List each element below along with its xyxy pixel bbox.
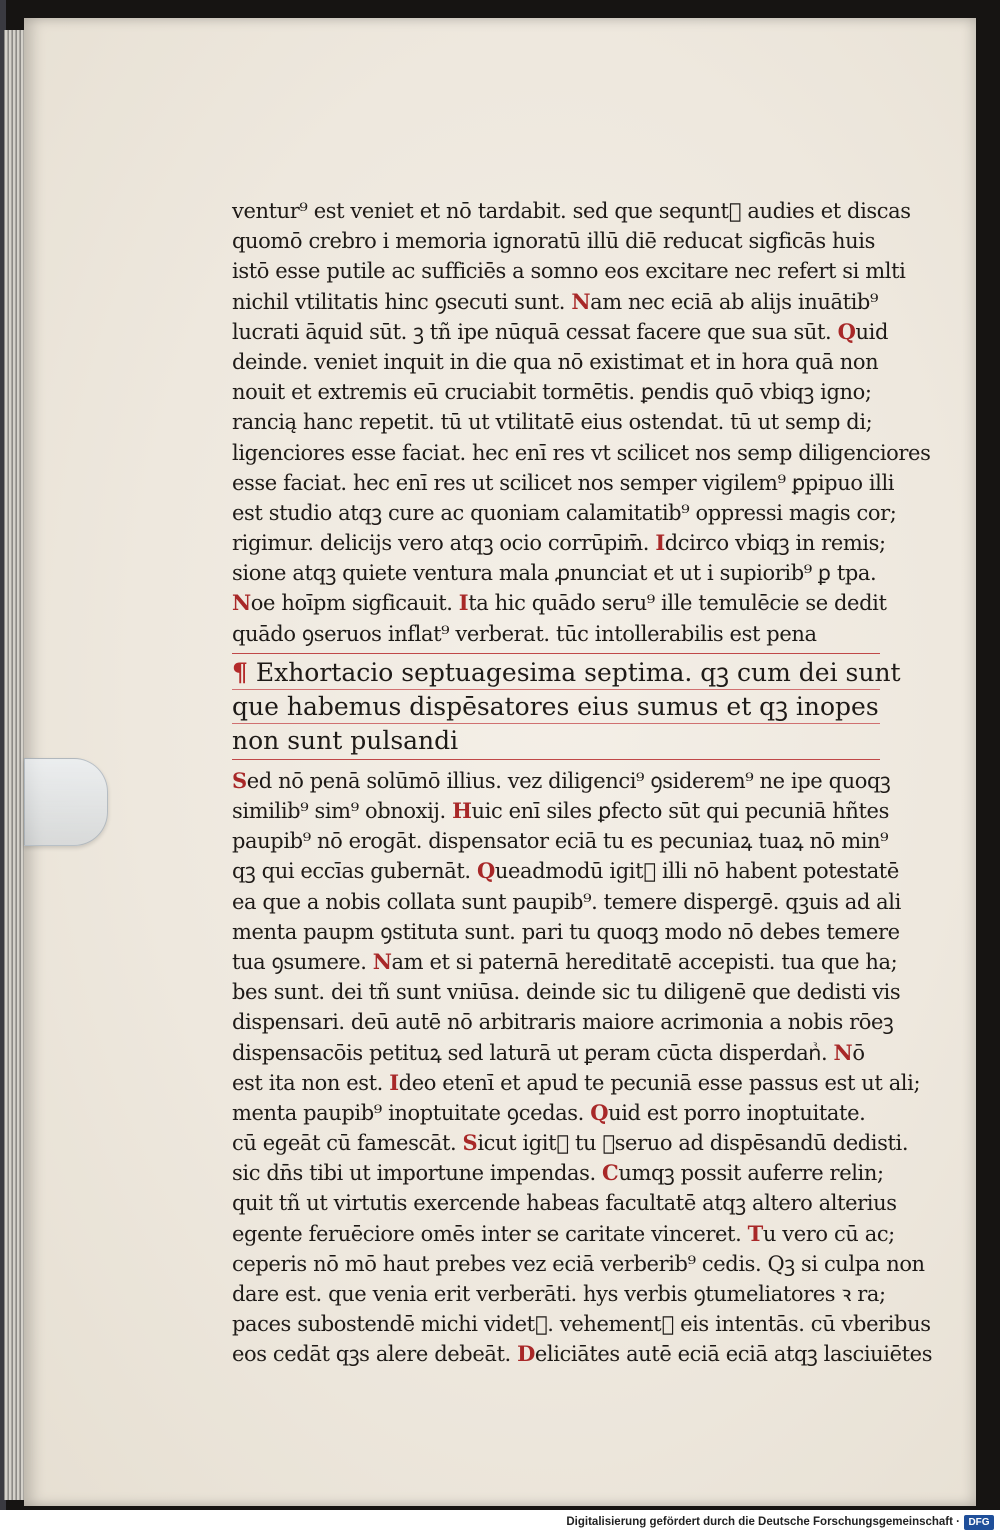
heading-line: que habemus dispēsatores eius sumus et qꝫ inopes [232, 690, 880, 724]
text-line: ceperis nō mō haut prebes vez eciā verberib⁹ cedis. Qꝫ si culpa non [232, 1251, 925, 1276]
text-line: nouit et extremis eū cruciabit tormētis. ꝑendis quō vbiqꝫ igno; [232, 380, 872, 405]
text-line: eos cedāt qꝫs alere debeāt. Deliciātes autē eciā eciā atqꝫ lasciuiētes [232, 1341, 933, 1367]
text-line: rigimur. delicijs vero atqꝫ ocio corrūpim̄. Idcirco vbiqꝫ in remis; [232, 530, 886, 556]
text-line: menta paupib⁹ inoptuitate ꝯcedas. Quid est porro inoptuitate. [232, 1099, 866, 1125]
text-line: sic dn̄s tibi ut importune impendas. Cumqꝫ possit auferre relin; [232, 1160, 884, 1186]
footer-bar [0, 1510, 1000, 1537]
text-line: rancią hanc repetit. tū ut vtilitatē eius ostendat. tū ut semp di; [232, 410, 873, 435]
text-line: quomō crebro i memoria ignoratū illū diē reducat sigficās huis [232, 229, 875, 254]
text-line: nichil vtilitatis hinc ꝯsecuti sunt. Nam nec eciā ab alijs inuātib⁹ [232, 288, 878, 314]
text-line: est ita non est. Ideo etenī et apud te pecuniā esse passus est ut ali; [232, 1069, 921, 1095]
text-line: tua ꝯsumere. Nam et si paternā hereditatē accepisti. tua que ha; [232, 948, 898, 974]
text-line: qꝫ qui eccīas gubernāt. Queadmodū igitᷣ illi nō habent potestatē [232, 858, 899, 884]
text-line: menta paupm ꝯstituta sunt. pari tu quoqꝫ modo nō debes temere [232, 919, 900, 944]
text-line: Noe hoīpm sigficauit. Ita hic quādo seru⁹ ille temulēcie se dedit [232, 590, 887, 616]
page-clip [24, 758, 108, 846]
text-line: paces subostendē michi videtᷣ. vehementᷣ eis intentās. cū vberibus [232, 1312, 931, 1337]
text-line: ligenciores esse faciat. hec enī res vt scilicet nos semp diligenciores [232, 440, 931, 465]
text-line: similib⁹ sim⁹ obnoxij. Huic enī siles ꝑfecto sūt qui pecuniā hñtes [232, 798, 889, 823]
dfg-logo: DFG [964, 1515, 994, 1530]
text-line: paupib⁹ nō erogāt. dispensator eciā tu es pecuniaꝝ tuaꝝ nō min⁹ [232, 829, 889, 854]
page-edges [4, 30, 26, 1500]
text-line: ventur⁹ est veniet et nō tardabit. sed que sequntᷣ audies et discas [232, 199, 911, 223]
chapter-heading [232, 653, 901, 760]
heading-line: non sunt pulsandi [232, 725, 459, 755]
text-line: esse faciat. hec enī res ut scilicet nos semper vigilem⁹ ꝑpipuo illi [232, 470, 895, 495]
text-line: quādo ꝯseruos inflat⁹ verberat. tūc intollerabilis est pena [232, 621, 817, 646]
text-line: lucrati āquid sūt. ꝫ tñ ipe nūquā cessat facere que sua sūt. Quid [232, 318, 888, 344]
text-line: sione atqꝫ quiete ventura mala ꝓnunciat et ut i supiorib⁹ ꝑ tpa. [232, 561, 877, 586]
text-line: istō esse putile ac sufficiēs a somno eos excitare nec refert si mlti [232, 259, 906, 284]
text-line: ea que a nobis collata sunt paupib⁹. temere dispergē. qꝫuis ad ali [232, 889, 901, 914]
text-line: dispensari. deū autē nō arbitraris maiore acrimonia a nobis rōeꝫ [232, 1010, 894, 1035]
text-block [232, 196, 933, 1370]
text-line: est studio atqꝫ cure ac quoniam calamitatib⁹ oppressi magis cor; [232, 500, 897, 525]
text-line: Sed nō penā solūmō illius. vez diligenci⁹ ꝯsiderem⁹ ne ipe quoqꝫ [232, 767, 891, 793]
text-line: bes sunt. dei tñ sunt vniūsa. deinde sic tu diligenē que dedisti vis [232, 980, 901, 1005]
text-line: egente feruēciore omēs inter se caritate vinceret. Tu vero cū ac; [232, 1220, 895, 1246]
text-line: deinde. veniet inquit in die qua nō existimat et in hora quā non [232, 349, 879, 374]
funding-credit: Digitalisierung gefördert durch die Deutsche Forschungsgemeinschaft · [566, 1516, 960, 1528]
text-line: cū egeāt cū famescāt. Sicut igitᷣ tu ꝯseruo ad dispēsandū dedisti. [232, 1130, 909, 1156]
body-text-bottom [232, 766, 933, 1370]
text-line: quit tñ ut virtutis exercende habeas facultatē atqꝫ altero alterius [232, 1191, 897, 1216]
heading-line: ¶ Exhortacio septuagesima septima. qꝫ cum dei sunt [232, 656, 880, 690]
text-line: dare est. que venia erit verberāti. hys verbis ꝯtumeliatores ꝛ ra; [232, 1282, 886, 1306]
text-line: dispensacōis petituꝝ sed laturā ut ꝑeram cūcta disperdanᷣ. Nō [232, 1039, 865, 1065]
body-text-top [232, 196, 931, 649]
